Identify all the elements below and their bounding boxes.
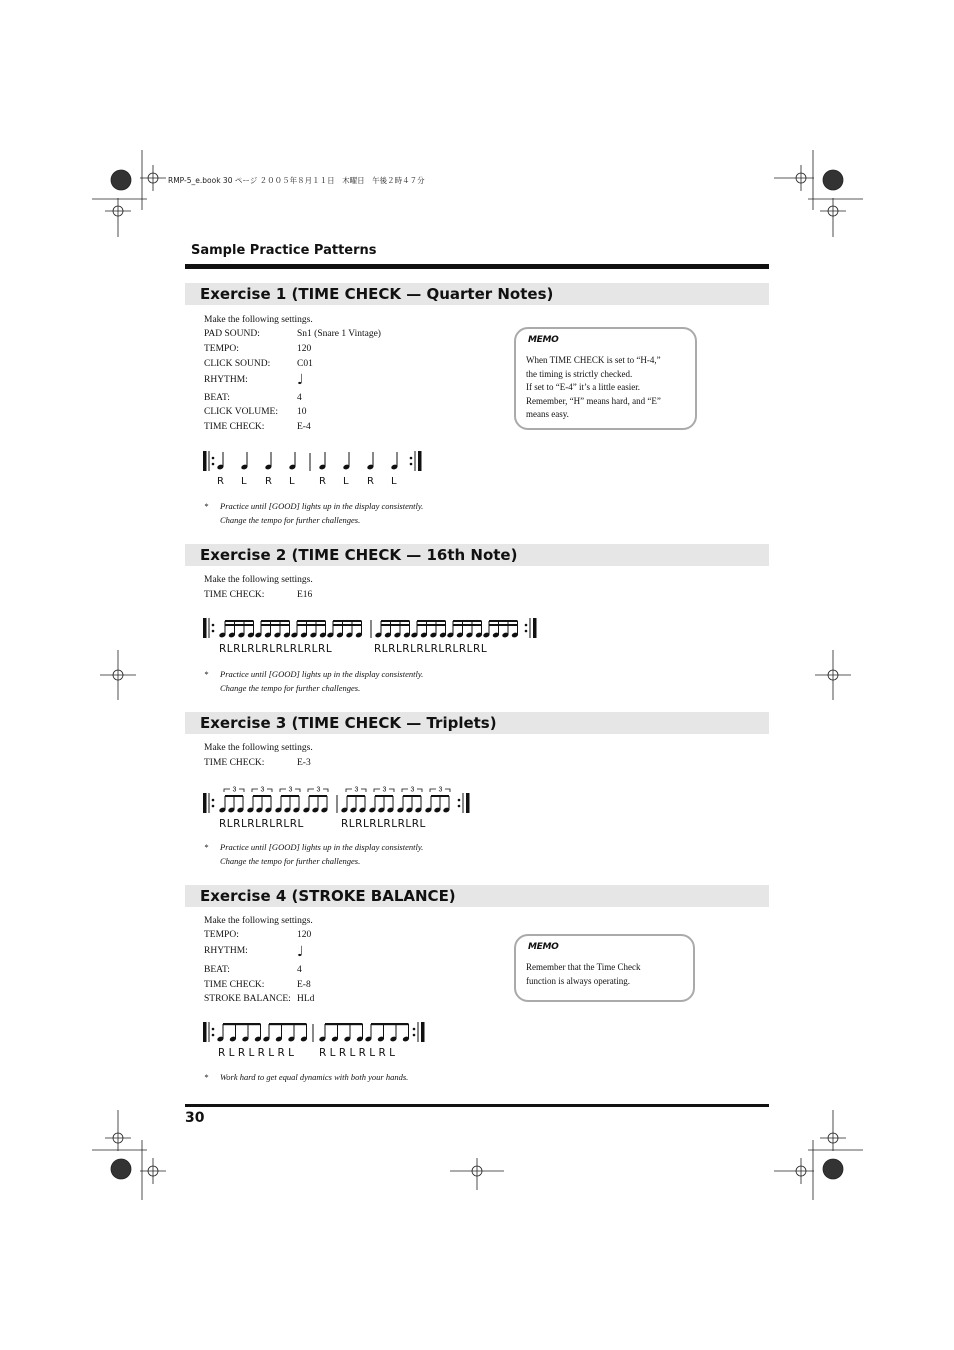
setting-value: HLd bbox=[297, 994, 315, 1004]
beam bbox=[281, 795, 299, 797]
top-rule bbox=[185, 264, 769, 269]
beam bbox=[261, 620, 290, 622]
beam bbox=[269, 1023, 307, 1025]
quarter-notes bbox=[217, 452, 399, 470]
tuplet-bracket bbox=[267, 789, 272, 792]
exercise-3-notation bbox=[203, 785, 473, 817]
setting-value: E-3 bbox=[297, 758, 311, 768]
setting-label: TEMPO: bbox=[204, 344, 239, 354]
setting-value: Sn1 (Snare 1 Vintage) bbox=[297, 329, 381, 339]
beam bbox=[347, 795, 365, 797]
practice-note: Change the tempo for further challenges. bbox=[220, 683, 361, 693]
practice-note: Practice until [GOOD] lights up in the display consistently. bbox=[220, 842, 424, 852]
setting-label: TIME CHECK: bbox=[204, 590, 265, 600]
triplet-notes bbox=[219, 787, 451, 814]
exercise-3-header bbox=[185, 712, 769, 734]
setting-label: TIME CHECK: bbox=[204, 980, 265, 990]
setting-label: RHYTHM: bbox=[204, 946, 248, 956]
bottom-rule bbox=[185, 1104, 769, 1107]
beam bbox=[309, 795, 327, 797]
note-marker: * bbox=[204, 669, 209, 679]
tuplet-bracket bbox=[402, 789, 408, 792]
note-marker: * bbox=[204, 501, 209, 511]
tuplet-number: 3 bbox=[382, 786, 387, 794]
tuplet-bracket bbox=[417, 789, 422, 792]
beam bbox=[417, 624, 446, 626]
tuplet-bracket bbox=[374, 789, 380, 792]
beam bbox=[223, 1023, 261, 1025]
exercise-2-intro: Make the following settings. bbox=[204, 575, 313, 585]
tuplet-number: 3 bbox=[438, 786, 443, 794]
setting-label: TEMPO: bbox=[204, 930, 239, 940]
beam bbox=[375, 795, 393, 797]
practice-note: Change the tempo for further challenges. bbox=[220, 515, 361, 525]
tuplet-number: 3 bbox=[410, 786, 415, 794]
page-number: 30 bbox=[185, 1110, 205, 1126]
quarter-note-icon: ♩ bbox=[297, 944, 304, 960]
setting-label: STROKE BALANCE: bbox=[204, 994, 291, 1004]
setting-value: E-8 bbox=[297, 980, 311, 990]
exercise-3-intro: Make the following settings. bbox=[204, 743, 313, 753]
practice-note: Work hard to get equal dynamics with both your hands. bbox=[220, 1072, 409, 1082]
beam bbox=[253, 795, 271, 797]
practice-note: Practice until [GOOD] lights up in the display consistently. bbox=[220, 501, 424, 511]
beam bbox=[453, 624, 482, 626]
setting-value: 4 bbox=[297, 965, 302, 975]
exercise-1-title: Exercise 1 (TIME CHECK — Quarter Notes) bbox=[200, 285, 554, 303]
exercise-4-intro: Make the following settings. bbox=[204, 916, 313, 926]
beam bbox=[297, 620, 326, 622]
memo-icon: MEMO bbox=[528, 335, 559, 345]
tuplet-bracket bbox=[430, 789, 436, 792]
setting-label: TIME CHECK: bbox=[204, 422, 265, 432]
beam bbox=[225, 624, 254, 626]
memo-text: When TIME CHECK is set to “H-4,” the timing is strictly checked. If set to “E-4” it’s a little easier. Remember, “H” means hard, and “E” means easy. bbox=[526, 355, 661, 419]
beam bbox=[417, 620, 446, 622]
beam bbox=[489, 620, 518, 622]
exercise-1-header bbox=[185, 283, 769, 305]
tuplet-bracket bbox=[323, 789, 328, 792]
setting-label: TIME CHECK: bbox=[204, 758, 265, 768]
exercise-4-title: Exercise 4 (STROKE BALANCE) bbox=[200, 887, 456, 905]
beam bbox=[453, 620, 482, 622]
practice-note: Practice until [GOOD] lights up in the display consistently. bbox=[220, 669, 424, 679]
memo-box bbox=[514, 934, 695, 1002]
setting-value: 120 bbox=[297, 344, 312, 354]
practice-note: Change the tempo for further challenges. bbox=[220, 856, 361, 866]
setting-value: 120 bbox=[297, 930, 312, 940]
tuplet-number: 3 bbox=[260, 786, 265, 794]
memo-icon: MEMO bbox=[528, 942, 559, 952]
tuplet-bracket bbox=[239, 789, 244, 792]
beam bbox=[403, 795, 421, 797]
setting-label: CLICK VOLUME: bbox=[204, 407, 278, 417]
exercise-4-header bbox=[185, 885, 769, 907]
setting-value: 10 bbox=[297, 407, 307, 417]
tuplet-bracket bbox=[361, 789, 366, 792]
beam bbox=[225, 620, 254, 622]
setting-label: BEAT: bbox=[204, 965, 230, 975]
tuplet-bracket bbox=[280, 789, 286, 792]
setting-value: 4 bbox=[297, 393, 302, 403]
beam bbox=[261, 624, 290, 626]
tuplet-bracket bbox=[445, 789, 450, 792]
exercise-1-notation bbox=[203, 450, 428, 475]
tuplet-number: 3 bbox=[232, 786, 237, 794]
tuplet-number: 3 bbox=[354, 786, 359, 794]
tuplet-number: 3 bbox=[316, 786, 321, 794]
memo-box bbox=[514, 327, 697, 430]
tuplet-bracket bbox=[252, 789, 258, 792]
tuplet-bracket bbox=[308, 789, 314, 792]
exercise-3-title: Exercise 3 (TIME CHECK — Triplets) bbox=[200, 714, 497, 732]
tuplet-bracket bbox=[389, 789, 394, 792]
tuplet-number: 3 bbox=[288, 786, 293, 794]
section-title: Sample Practice Patterns bbox=[191, 243, 377, 258]
print-header: RMP-5_e.book 30 ページ ２００５年８月１１日 木曜日 午後２時４７分 bbox=[168, 176, 425, 185]
exercise-2-notation bbox=[203, 617, 538, 642]
setting-value: E-4 bbox=[297, 422, 311, 432]
note-marker: * bbox=[204, 842, 209, 852]
beam bbox=[381, 620, 410, 622]
memo-text: Remember that the Time Check function is always operating. bbox=[526, 962, 641, 986]
beam bbox=[489, 624, 518, 626]
setting-label: CLICK SOUND: bbox=[204, 359, 271, 369]
beam bbox=[297, 624, 326, 626]
beam bbox=[333, 620, 362, 622]
beam bbox=[381, 624, 410, 626]
tuplet-bracket bbox=[224, 789, 230, 792]
beam bbox=[333, 624, 362, 626]
beam bbox=[431, 795, 449, 797]
setting-label: BEAT: bbox=[204, 393, 230, 403]
exercise-2-title: Exercise 2 (TIME CHECK — 16th Note) bbox=[200, 546, 518, 564]
exercise-4-notation bbox=[203, 1021, 428, 1046]
beam bbox=[225, 795, 243, 797]
exercise-1-intro: Make the following settings. bbox=[204, 315, 313, 325]
setting-label: PAD SOUND: bbox=[204, 329, 260, 339]
setting-value: C01 bbox=[297, 359, 313, 369]
sixteenth-notes bbox=[219, 620, 519, 638]
note-marker: * bbox=[204, 1072, 209, 1082]
tuplet-bracket bbox=[295, 789, 300, 792]
tuplet-bracket bbox=[346, 789, 352, 792]
setting-label: RHYTHM: bbox=[204, 375, 248, 385]
beam bbox=[325, 1023, 363, 1025]
quarter-note-icon: ♩ bbox=[297, 372, 304, 388]
setting-value: E16 bbox=[297, 590, 313, 600]
exercise-2-header bbox=[185, 544, 769, 566]
beam bbox=[371, 1023, 409, 1025]
